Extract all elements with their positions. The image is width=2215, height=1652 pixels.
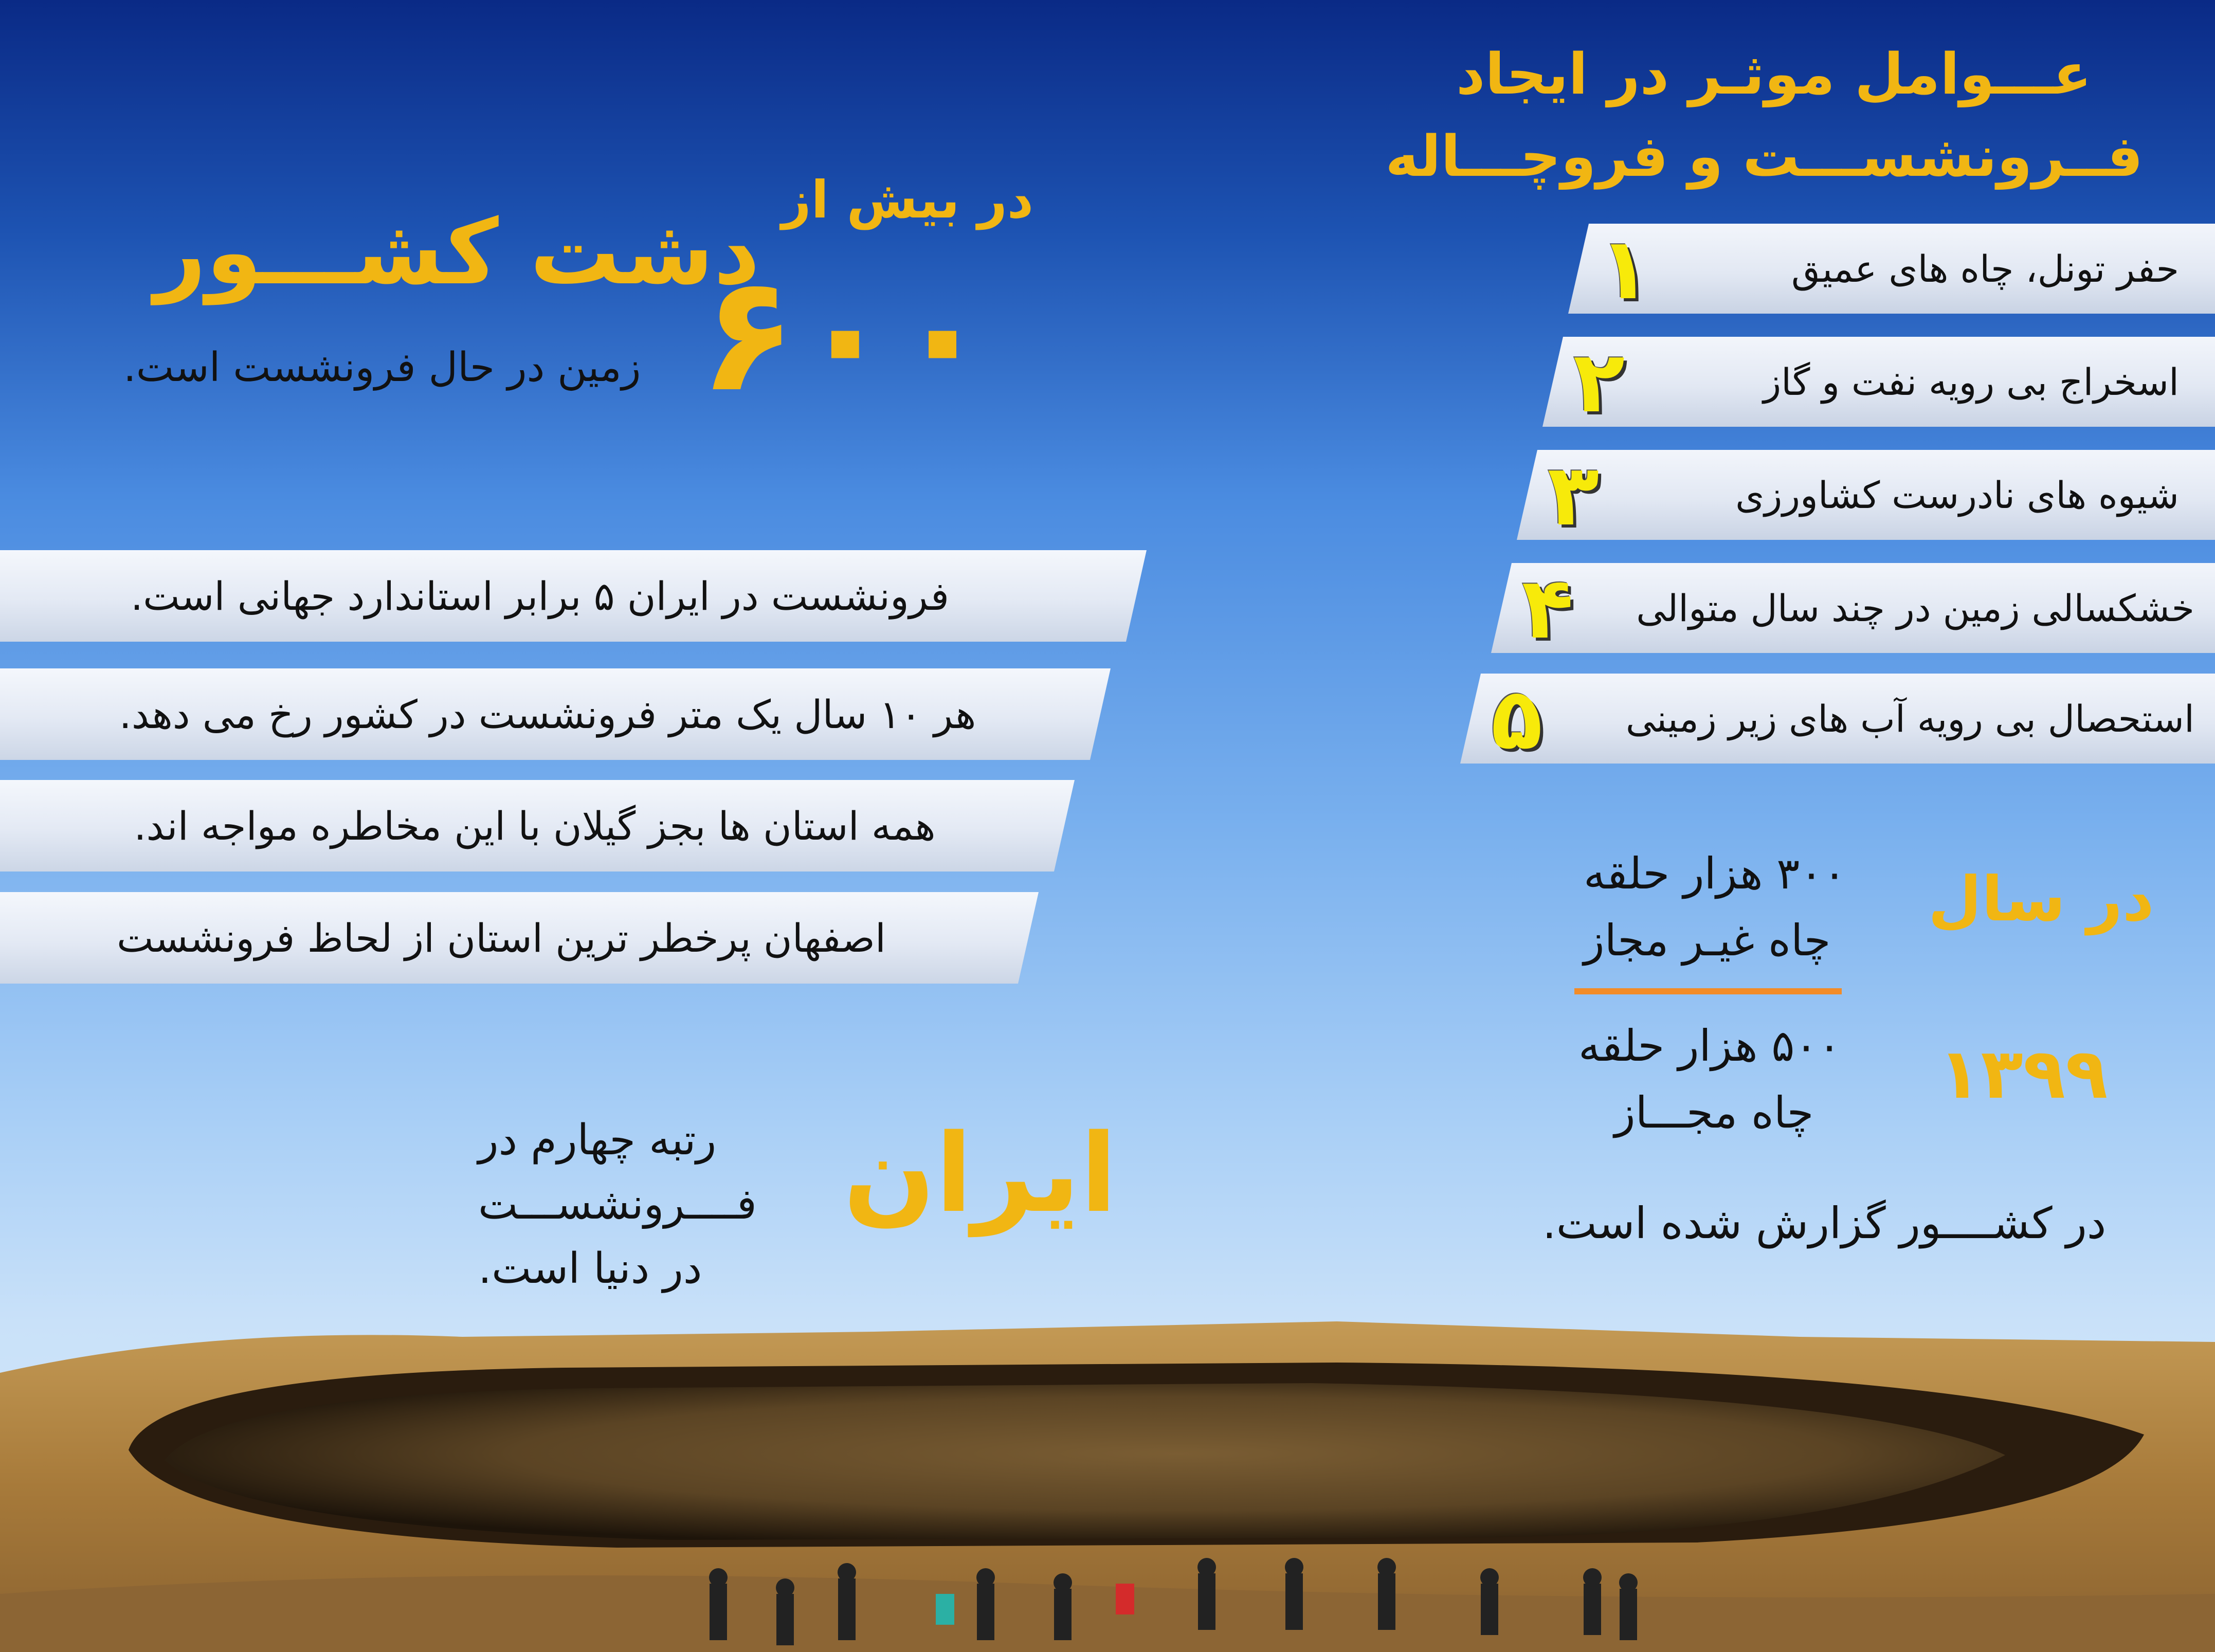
- fact-text-3: همه استان ها بجز گیلان با این مخاطره مواجه اند.: [134, 803, 936, 849]
- above-count-label: در بیش از: [782, 170, 1034, 230]
- fact-text-4: اصفهان پرخطر ترین استان از لحاظ فرونشست: [117, 915, 886, 961]
- reported-text: در کشــــور گزارش شده است.: [1542, 1198, 2107, 1248]
- factor-bar-5: [1460, 669, 2215, 768]
- factor-number-2: ۲: [1573, 332, 1625, 431]
- factor-bar-1: [1568, 219, 2215, 318]
- fact-bar-2: [0, 668, 1111, 760]
- rank-line-1: رتبه چهارم در: [478, 1116, 717, 1165]
- legal-wells-label: چاه مجـــاز: [1614, 1087, 1814, 1138]
- factor-label-3: شیوه های نادرست کشاورزی: [1735, 473, 2179, 517]
- subsidence-subtitle: زمین در حال فرونشست است.: [123, 344, 641, 391]
- factor-label-5: استحصال بی رویه آب های زیر زمینی: [1625, 697, 2194, 740]
- fact-bar-3: [0, 780, 1075, 872]
- factor-number-3: ۳: [1547, 445, 1600, 544]
- factor-label-4: خشکسالی زمین در چند سال متوالی: [1636, 586, 2194, 630]
- factor-bar-4: [1491, 558, 2215, 658]
- fact-bar-4: [0, 892, 1039, 984]
- in-year-label: در سال: [1928, 864, 2154, 935]
- title-line-2: فــرونشســـت و فروچـــاله: [1385, 123, 2143, 189]
- factor-number-1: ۱: [1599, 219, 1651, 318]
- rank-line-2: فــــرونشســـت: [478, 1180, 757, 1229]
- wells-divider: [1574, 988, 1842, 994]
- fact-text-2: هر ۱۰ سال یک متر فرونشست در کشور رخ می دهد.: [119, 691, 976, 737]
- rank-line-3: در دنیا است.: [478, 1244, 702, 1293]
- fact-text-1: فرونشست در ایران ۵ برابر استاندارد جهانی است.: [130, 573, 950, 619]
- factor-label-2: اسخراج بی رویه نفت و گاز: [1763, 360, 2179, 404]
- illegal-wells-label: چاه غیـر مجاز: [1584, 915, 1831, 966]
- sinkhole-photo: [0, 1306, 2215, 1652]
- factor-number-5: ۵: [1491, 669, 1543, 768]
- factor-bar-2: [1542, 332, 2215, 431]
- plains-count: ۶۰۰: [699, 242, 991, 427]
- factor-bar-3: [1517, 445, 2215, 544]
- title-line-1: عـــوامل موثـر در ایجاد: [1456, 41, 2092, 107]
- iran-label: ایران: [843, 1111, 1117, 1237]
- factor-number-4: ۴: [1521, 558, 1574, 658]
- plains-label: دشت کشـــور: [154, 201, 760, 305]
- illegal-wells-count: ۳۰۰ هزار حلقه: [1584, 848, 1846, 899]
- factor-label-1: حفر تونل، چاه های عمیق: [1791, 247, 2179, 291]
- legal-wells-count: ۵۰۰ هزار حلقه: [1578, 1021, 1841, 1071]
- year-label: ۱۳۹۹: [1938, 1033, 2108, 1114]
- fact-bar-1: [0, 550, 1147, 642]
